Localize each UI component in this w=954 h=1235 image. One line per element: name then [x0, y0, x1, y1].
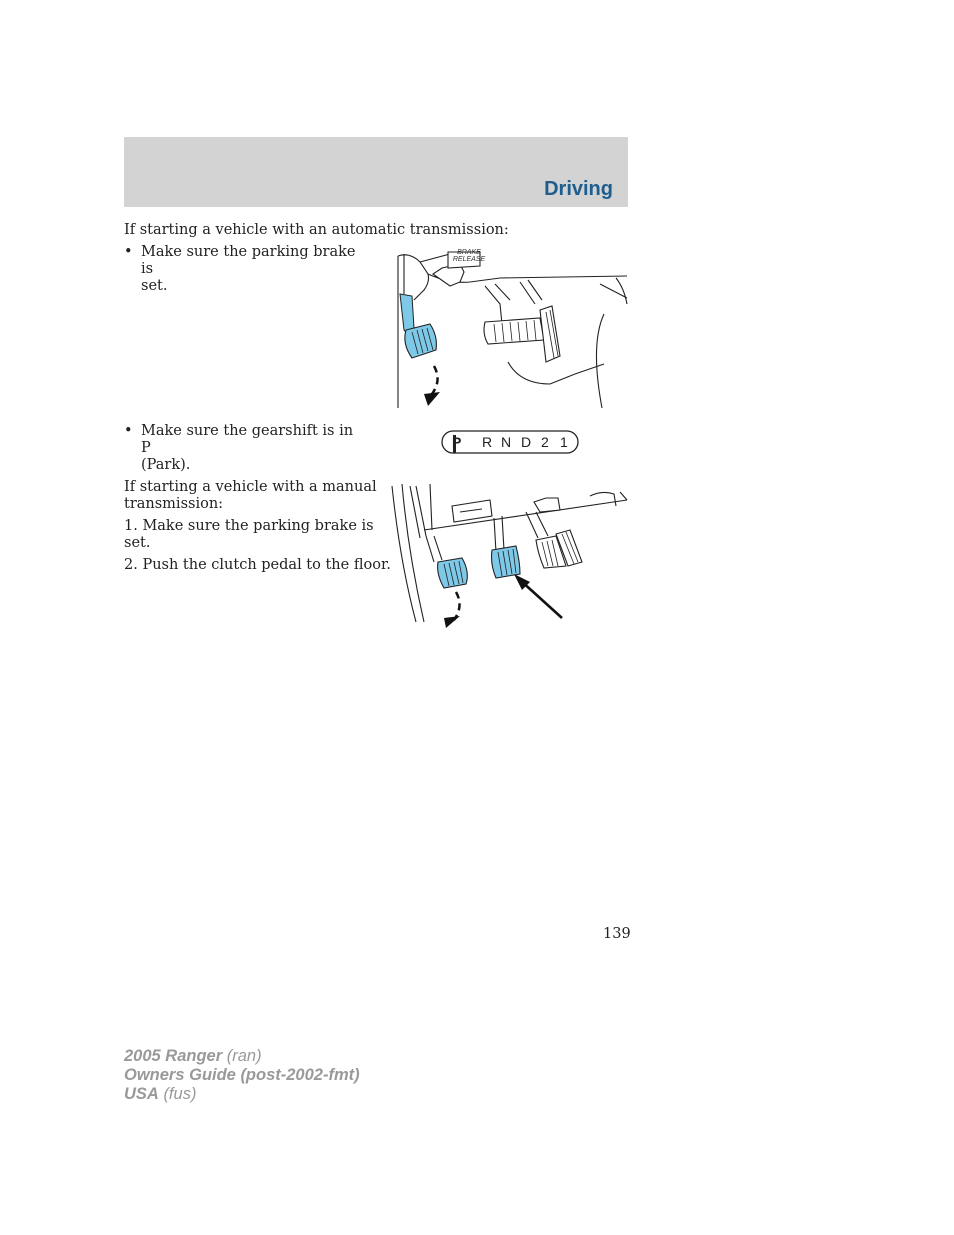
- gear-p: P: [452, 434, 462, 450]
- bullet-dot: •: [124, 244, 133, 260]
- page-number: 139: [603, 926, 631, 942]
- brake-arm-accent: [400, 294, 414, 333]
- downward-arrow-path: [454, 592, 460, 620]
- document-footer: 2005 Ranger (ran) Owners Guide (post-2002-fmt) USA (fus): [124, 1047, 360, 1103]
- gear-r: R: [482, 434, 493, 450]
- bullet-text: Make sure the gearshift is in P (Park).: [141, 423, 354, 473]
- gear-d: D: [521, 434, 532, 450]
- manual-step-2: 2. Push the clutch pedal to the floor.: [124, 557, 391, 573]
- auto-intro: If starting a vehicle with an automatic transmission:: [124, 222, 509, 238]
- downward-arrow-path: [432, 366, 438, 394]
- gear-letters: [442, 431, 578, 453]
- gear-2: 2: [541, 434, 549, 450]
- gear-1: 1: [560, 434, 568, 450]
- bullet-dot: •: [124, 423, 133, 439]
- clutch-pedal-left: [438, 558, 468, 588]
- clutch-pedal-illustration: [390, 482, 630, 628]
- section-header-band: [124, 137, 628, 207]
- brake-release-label: BRAKE RELEASE: [452, 249, 486, 263]
- bullet-gearshift-park: [124, 423, 364, 473]
- gear-n: N: [501, 434, 512, 450]
- manual-intro: If starting a vehicle with a manual transmission:: [124, 479, 377, 512]
- parking-brake-pedal: [405, 324, 437, 358]
- section-title: Driving: [544, 178, 613, 200]
- arrow-head-icon: [444, 616, 460, 628]
- manual-step-1: 1. Make sure the parking brake is set.: [124, 518, 374, 551]
- parking-brake-illustration: [390, 244, 630, 410]
- bullet-parking-brake: [124, 244, 364, 294]
- bullet-text: Make sure the parking brake is set.: [141, 244, 356, 294]
- arrow-head-icon: [424, 392, 440, 406]
- clutch-pedal-highlighted: [492, 546, 521, 578]
